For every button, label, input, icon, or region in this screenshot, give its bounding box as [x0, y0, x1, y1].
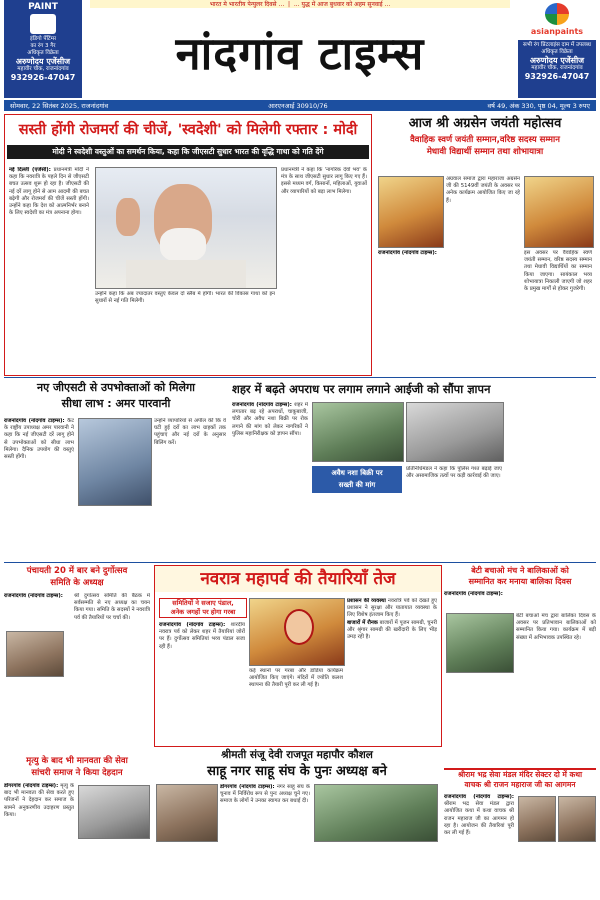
agrasen-body-1: अग्रवाल समाज द्वारा महाराजा अग्रसेन जी की 5149वीं जयंती के अवसर पर अनेक कार्यक्रम आयोजित किए जा रहे हैं।: [446, 176, 520, 204]
ad-right-logo-area: [518, 0, 596, 40]
sahu-body: नगर साहू संघ के चुनाव में निर्विरोध रूप से पुनः अध्यक्ष चुने गए। समाज के लोगों ने उनका स्वागत कर बधाई दी।: [220, 784, 310, 805]
gst-body-1: कैट के राष्ट्रीय उपाध्यक्ष अमर पारवानी ने कहा कि नई जीएसटी दरें लागू होने से उपभोक्ताओं को सीधा लाभ मिलेगा। दैनिक उपयोग की वस्तुएं सस्ती होंगी।: [4, 418, 74, 461]
ad-left-agency: अरुणोदय एजेंसीज: [15, 57, 71, 66]
death-body: मृत्यु के बाद भी मानवता की सेवा करते हुए परिजनों ने देहदान कर समाज के सामने अनुकरणीय उदाहरण प्रस्तुत किया।: [4, 783, 74, 818]
lead-dateline: नई दिल्ली (एजेंसी):: [9, 167, 51, 173]
navratri-col-1: [159, 622, 245, 742]
durga-photo: [249, 598, 345, 666]
crime-headline[interactable]: शहर में बढ़ते अपराध पर लगाम लगाने आईजी को सौंपा ज्ञापन: [232, 382, 491, 396]
asianpaints-logo-icon: [545, 3, 569, 25]
crime-photo-1: [312, 402, 404, 462]
ad-left-phone: 932926-47047: [10, 73, 76, 82]
agrasen-deck-2: मेधावी विद्यार्थी सम्मान तथा शोभायात्रा: [426, 147, 544, 157]
ad-right-address: महावीर चौक, राजनांदगांव: [531, 65, 583, 71]
beti-headline-1[interactable]: बेटी बचाओ मंच ने बालिकाओं को: [471, 566, 569, 575]
sahu-dateline: डोंगरगांव (नांदगांव टाइम्स):: [220, 784, 275, 790]
sahu-headline-2[interactable]: साहू नगर साहू संघ के पुनः अध्यक्ष बने: [207, 764, 387, 779]
sahu-photo-1: [156, 784, 218, 842]
death-service-story: [4, 755, 150, 897]
navratri-col-2: [249, 668, 343, 742]
navratri-col3-body: नवरात्रि पर्व को देखते हुए प्रशासन ने सुरक्षा और यातायात व्यवस्था के लिए विशेष इंतजाम किए हैं।: [347, 598, 437, 619]
katha-headline-2[interactable]: वाचक श्री राजन महाराज जी का आगमन: [464, 780, 576, 789]
gst-story: [4, 380, 228, 560]
crime-callout-1: अवैध नशा बिक्री पर: [331, 469, 383, 477]
dateline-right: वर्ष 49, अंक 330, पृष्ठ 04, मूल्य 3 रुपए: [487, 102, 590, 110]
lead-story: [4, 114, 372, 376]
agrasen-col-mid: [446, 176, 520, 370]
dateline-left: सोमवार, 22 सितंबर 2025, राजनांदगांव: [10, 102, 109, 110]
gst-col-1: [4, 418, 74, 558]
parwani-photo: [78, 418, 152, 506]
lead-body-1: प्रधानमंत्री मोदी ने कहा कि नवरात्रि के पहले दिन से जीएसटी बचत उत्सव शुरू हो रहा है। जीएसटी की नई दरें लागू होने से आम आदमी की बचत बढ़ेगी और रोजमर्रा की चीजें सस्ती होंगी। उन्होंने कहा कि देश को आत्मनिर्भर बनाने के लिए स्वदेशी का मंत्र अपनाना होगा।: [9, 167, 89, 217]
sahu-story: [154, 748, 440, 898]
agrasen-body-2: इस अवसर पर वैवाहिक स्वर्ण जयंती सम्मान, वरिष्ठ सदस्य सम्मान तथा मेधावी विद्यार्थियों का सम्मान किया जाएगा। सायंकाल भव्य शोभायात्रा निकाली जाएगी जो शहर के प्रमुख मार्गों से होकर गुजरेगी।: [524, 250, 592, 293]
death-photo: [78, 785, 150, 839]
crime-col-3: [506, 402, 596, 558]
sahu-photo-2: [314, 784, 438, 842]
katha-body: श्रीराम भद्र सेवा मंडल द्वारा आयोजित कथा में कथा वाचक श्री राजन महाराज जी का आगमन हो रहा है। आयोजन की तैयारियां पूरी कर ली गई हैं।: [444, 801, 514, 837]
ad-right-brand: asianpaints: [530, 27, 584, 36]
crime-photo-2: [406, 402, 504, 462]
beti-photo: [446, 613, 514, 673]
crime-col-1: [232, 402, 308, 558]
katha-photo-2: [558, 796, 596, 842]
death-dateline: डोंगरगांव (नांदगांव टाइम्स):: [4, 783, 59, 789]
lead-body-2: प्रधानमंत्री ने कहा कि 'नागरिक देवो भव' के मंत्र के साथ जीएसटी सुधार लागू किए गए हैं। इससे मध्यम वर्ग, किसानों, महिलाओं, युवाओं और व्यापारियों को बड़ा लाभ मिलेगा।: [281, 167, 367, 195]
ad-left-line3: अधिकृत विक्रेता: [27, 50, 59, 56]
agrasen-col-right: [524, 250, 592, 370]
agrasen-col-left: [378, 250, 442, 370]
crime-body-2: प्रतिनिधिमंडल ने कहा कि पुलिस गश्त बढ़ाई जाए और असामाजिक तत्वों पर कड़ी कार्रवाई की जाए।: [406, 466, 502, 480]
death-headline-2[interactable]: सांचरी समाज ने किया देहदान: [31, 768, 123, 778]
sahu-col-1: [220, 784, 310, 840]
beti-body: बेटी बचाओ मंच द्वारा बालिका दिवस के अवसर पर प्रतिभावान बालिकाओं को सम्मानित किया गया। कार्यक्रम में बड़ी संख्या में अभिभावक उपस्थित रहे।: [516, 613, 596, 641]
gst-headline-1[interactable]: नए जीएसटी से उपभोक्ताओं को मिलेगा: [36, 381, 196, 394]
crime-story: [232, 380, 596, 560]
panchayat-story: [4, 565, 150, 755]
ad-left-line2: का रंग 3 गैर: [30, 43, 56, 49]
gst-dateline: राजनांदगांव (नांदगांव टाइम्स):: [4, 418, 65, 424]
paint-bucket-icon: [30, 14, 56, 34]
navratri-col3-head-2: बाजारों में रौनक: [347, 619, 378, 626]
ad-right-agency: अरुणोदय एजेंसीज: [529, 56, 585, 65]
ad-left-brand: PAINT: [28, 2, 58, 12]
crime-callout: [312, 466, 402, 493]
top-strip-left: भारत मे भारतीय पेन्युलर दिवसे ...: [209, 1, 285, 8]
lead-col-2: [95, 291, 275, 367]
lead-photo: [95, 167, 277, 289]
agrasen-dateline: राजनांदगांव (नांदगांव टाइम्स):: [378, 250, 437, 256]
panchayat-photo: [6, 631, 64, 677]
top-strip-right: ... युद्ध में आज बुधवार को अहम सुनवाई ...: [293, 1, 391, 8]
divider-1: [4, 377, 596, 378]
modi-kurta: [126, 260, 246, 288]
navratri-body-1: शारदीय नवरात्र पर्व को लेकर शहर में तैयारियां जोरों पर हैं। दुर्गोत्सव समितियां भव्य पंडाल सजा रही हैं।: [159, 622, 245, 650]
navratri-story: [154, 565, 442, 747]
panchayat-col-1: [4, 593, 70, 633]
ad-right-line2: अधिकृत विक्रेता: [541, 49, 573, 55]
navratri-col-3: [347, 598, 437, 742]
agrasen-story: [374, 114, 596, 374]
katha-col-1: [444, 794, 514, 898]
beti-story: [444, 565, 596, 765]
panchayat-dateline: राजनांदगांव (नांदगांव टाइम्स):: [4, 593, 63, 599]
panchayat-headline-1[interactable]: पंचायती 20 में बार बने दुर्गोत्सव: [26, 566, 128, 576]
katha-story: [444, 768, 596, 900]
agrasen-photo-2: [524, 176, 594, 248]
death-headline-1[interactable]: मृत्यु के बाद भी मानवता की सेवा: [26, 756, 128, 766]
beti-headline-2[interactable]: सम्मानित कर मनाया बालिका दिवस: [468, 577, 572, 586]
dateline-center: आरएनआई 30910/76: [268, 102, 328, 110]
ad-right-phone: 932926-47047: [524, 72, 590, 81]
durga-face: [284, 609, 314, 645]
lead-col-3: [281, 167, 367, 367]
lead-col-1: [9, 167, 89, 367]
ad-right-line1: सभी रंग प्रिंटलाइंस दाम में उपलब्ध: [523, 42, 591, 48]
gst-body-2: उन्होंने व्यापारियों से अपील की कि वे घटी हुई दरों का लाभ ग्राहकों तक पहुंचाएं और नई दरों के अनुसार बिलिंग करें।: [154, 418, 226, 446]
navratri-sub-2: अनेक जगहों पर होगा गरबा: [170, 608, 236, 616]
masthead-title: नांदगांव टाइम्स: [175, 27, 425, 80]
katha-headline-1[interactable]: श्रीराम भद्र सेवा मंडल मंदिर सेक्टर दो में कथा: [457, 770, 583, 779]
death-col-1: [4, 783, 74, 895]
navratri-headline[interactable]: नवरात्र महापर्व की तैयारियाँ तेज: [155, 566, 441, 592]
lead-headline[interactable]: सस्ती होंगी रोजमर्रा की चीजें, 'स्वदेशी' को मिलेगी रफ्तार : मोदी: [18, 122, 358, 138]
navratri-dateline: राजनांदगांव (नांदगांव टाइम्स):: [159, 622, 226, 628]
dateline-bar: [4, 100, 596, 111]
agrasen-photo-1: [378, 176, 444, 248]
panchayat-body: श्री दुर्गोत्सव समिति की बैठक में सर्वसम्मति से नए अध्यक्ष का चयन किया गया। समिति के सदस्यों ने नवरात्रि पर्व की तैयारियों पर चर्चा की।: [74, 593, 150, 621]
navratri-sub-1: समितियों ने सजाए पंडाल,: [172, 599, 234, 607]
crime-col-2: [406, 466, 502, 558]
beti-col-2: [516, 613, 596, 763]
lead-body-3: उन्होंने कहा कि अब ज्यादातर वस्तुएं केवल दो स्लैब में होंगी। भारत की विकास गाथा को इन सुधारों से नई गति मिलेगी।: [95, 291, 275, 305]
gst-col-3: [154, 418, 226, 558]
ad-left[interactable]: [4, 0, 82, 98]
beti-dateline: राजनांदगांव (नांदगांव टाइम्स):: [444, 591, 503, 597]
katha-dateline: राजनांदगांव (नांदगांव टाइम्स):: [444, 794, 514, 800]
ad-left-line1: इंडिगो पेंटिंग्स: [30, 36, 56, 42]
navratri-sub-box: [159, 598, 247, 618]
ad-left-address: महावीर चौक, राजनांदगांव: [17, 66, 69, 72]
navratri-col3-body-2: बाजारों में पूजन सामग्री, चुनरी और श्रृंगार सामग्री की खरीदारी के लिए भीड़ उमड़ रही है।: [347, 619, 437, 641]
panchayat-headline-2[interactable]: समिति के अध्यक्ष: [50, 578, 104, 588]
crime-dateline: राजनांदगांव (नांदगांव टाइम्स):: [232, 402, 292, 408]
navratri-body-2: कई स्थानों पर गरबा और डांडिया कार्यक्रम आयोजित किए जाएंगे। मंदिरों में ज्योति कलश स्थापना की तैयारी पूरी कर ली गई है।: [249, 668, 343, 689]
top-strip: भारत मे भारतीय पेन्युलर दिवसे ... | ... युद्ध में आज बुधवार को अहम सुनवाई ...: [90, 0, 510, 8]
navratri-col3-head: प्रशासन की व्यवस्था: [347, 598, 386, 604]
panchayat-col-2: [74, 593, 150, 753]
modi-beard: [160, 228, 206, 262]
beti-intro: [444, 591, 596, 611]
modi-hand: [116, 198, 140, 236]
ad-right[interactable]: [518, 0, 596, 98]
agrasen-headline[interactable]: आज श्री अग्रसेन जयंती महोत्सव: [408, 116, 562, 131]
sahu-headline-1[interactable]: श्रीमती संजू देवी राजपूत महापौर कौशल: [221, 749, 373, 761]
lead-deck: मोदी ने स्वदेशी वस्तुओं का समर्थन किया, कहा कि जीएसटी सुधार भारत की वृद्धि गाथा को गति देंगे: [7, 145, 369, 159]
divider-2: [4, 562, 596, 563]
crime-body-1: शहर में लगातार बढ़ रहे अपराधों, चाकूबाजी, चोरी और अवैध नशा बिक्री पर रोक लगाने की मांग को लेकर नागरिकों ने पुलिस महानिरीक्षक को ज्ञापन सौंपा।: [232, 402, 308, 437]
katha-photo-1: [518, 796, 556, 842]
crime-callout-2: सख्ती की मांग: [338, 481, 376, 489]
agrasen-deck-1: वैवाहिक स्वर्ण जयंती सम्मान,वरिष्ठ सदस्य सम्मान: [410, 135, 560, 145]
sahu-col-bottom: [156, 844, 436, 896]
gst-headline-2[interactable]: सीधा लाभ : अमर पारवानी: [61, 397, 171, 410]
